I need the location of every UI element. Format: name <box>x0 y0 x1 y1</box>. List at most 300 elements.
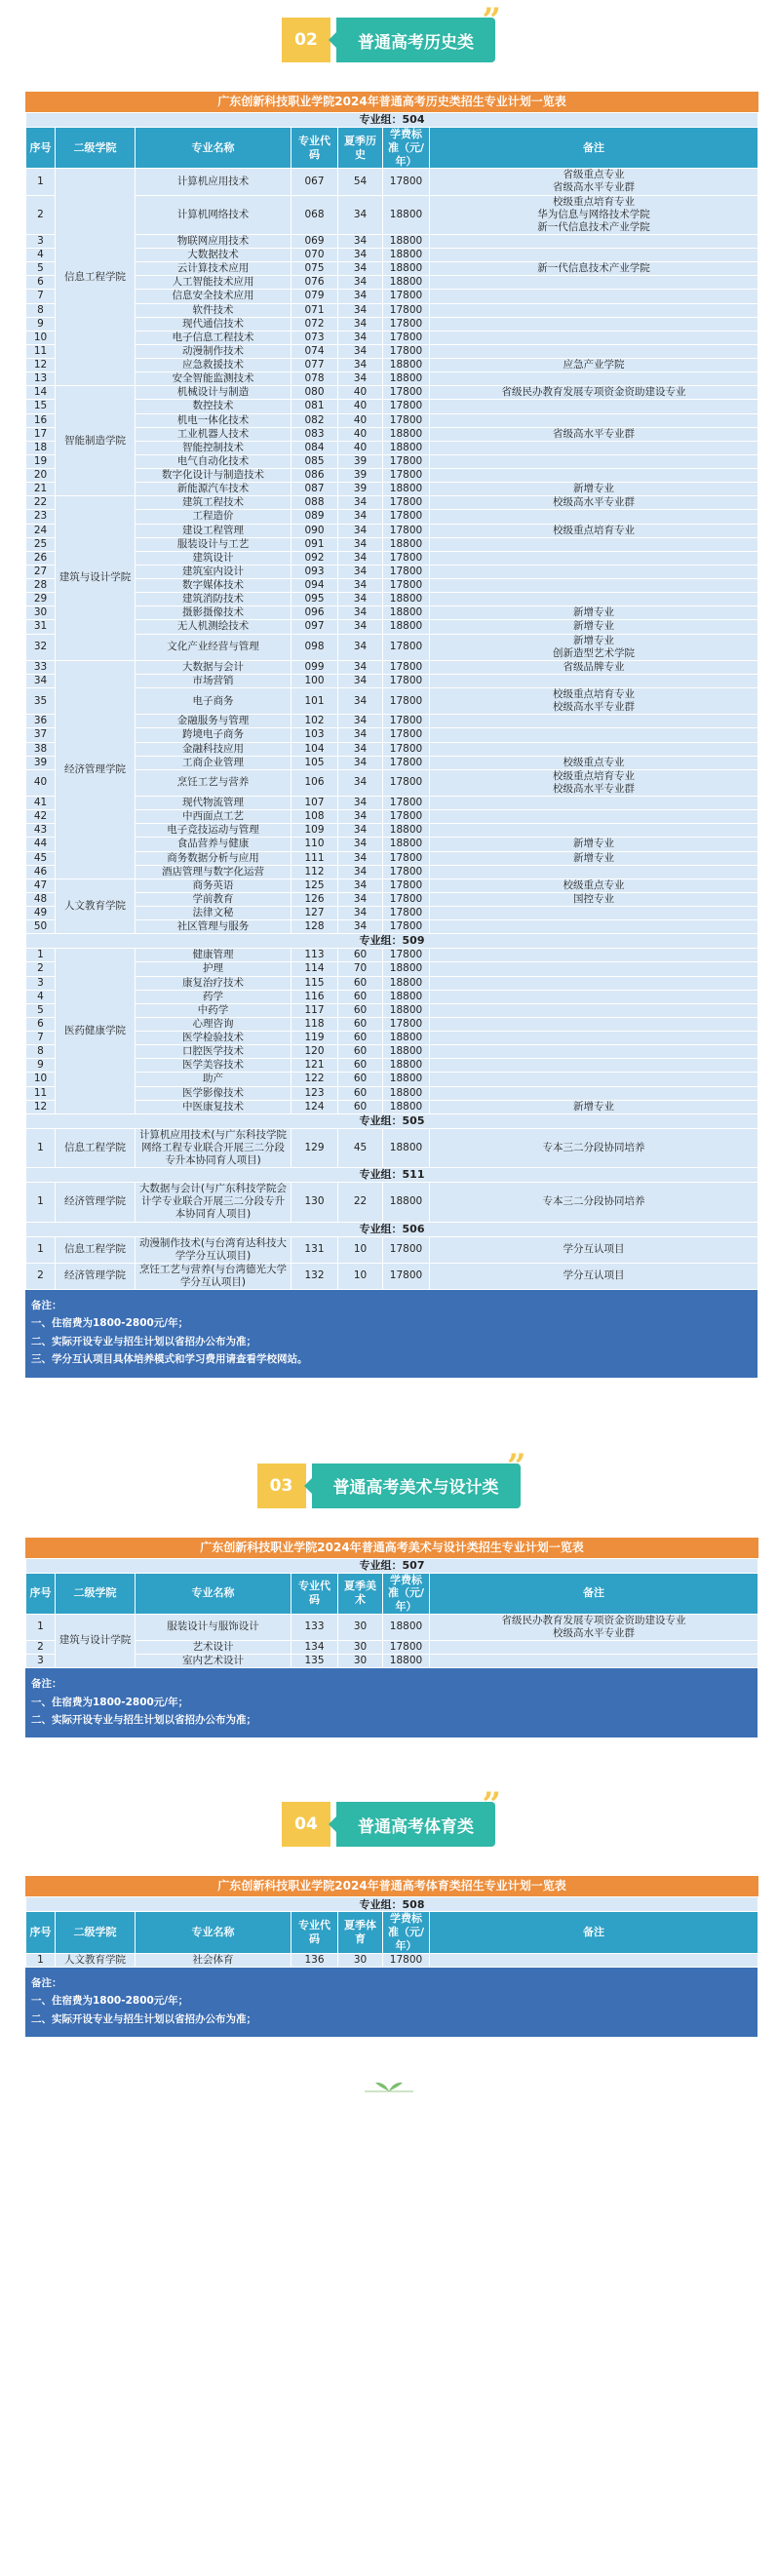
cell-fee: 18800 <box>383 962 430 976</box>
cell-note: 校级高水平专业群 <box>430 496 758 510</box>
cell-note <box>430 441 758 454</box>
cell-plan: 34 <box>338 234 383 248</box>
cell-seq: 1 <box>26 1236 56 1263</box>
cell-note <box>430 317 758 331</box>
cell-code: 076 <box>291 276 338 290</box>
cell-major: 康复治疗技术 <box>136 976 291 990</box>
cell-code: 118 <box>291 1017 338 1031</box>
cell-major: 中西面点工艺 <box>136 810 291 824</box>
cell-seq: 23 <box>26 510 56 524</box>
section-04 <box>0 1785 777 2037</box>
cell-major: 摄影摄像技术 <box>136 606 291 620</box>
cell-code: 077 <box>291 359 338 372</box>
table-title: 广东创新科技职业学院2024年普通高考历史类招生专业计划一览表 <box>25 92 758 112</box>
cell-major: 大数据与会计(与广东科技学院会计学专业联合开展三二分段专升本协同育人项目) <box>136 1183 291 1222</box>
cell-code: 116 <box>291 990 338 1003</box>
group-row <box>26 1222 758 1236</box>
note-line: 二、实际开设专业与招生计划以省招办公布为准； <box>31 2012 256 2025</box>
cell-major: 智能控制技术 <box>136 441 291 454</box>
cell-seq: 32 <box>26 634 56 660</box>
table-row <box>26 262 758 276</box>
table-row <box>26 234 758 248</box>
cell-major: 工程造价 <box>136 510 291 524</box>
cell-fee: 17800 <box>383 949 430 962</box>
cell-major: 商务英语 <box>136 878 291 892</box>
cell-seq: 48 <box>26 892 56 906</box>
cell-fee: 17800 <box>383 1236 430 1263</box>
cell-fee: 18800 <box>383 1045 430 1059</box>
cell-major: 中医康复技术 <box>136 1100 291 1113</box>
section-badge <box>257 1446 526 1508</box>
cell-college: 医药健康学院 <box>56 949 136 1114</box>
cell-fee: 17800 <box>383 524 430 537</box>
cell-note <box>430 1032 758 1045</box>
cell-plan: 30 <box>338 1655 383 1668</box>
cell-code: 114 <box>291 962 338 976</box>
cell-plan: 34 <box>338 634 383 660</box>
column-header: 二级学院 <box>56 1912 136 1953</box>
section-title: 普通高考体育类 <box>336 1802 495 1847</box>
cell-plan: 60 <box>338 1045 383 1059</box>
table-row <box>26 892 758 906</box>
cell-fee: 17800 <box>383 290 430 303</box>
cell-fee: 18800 <box>383 1183 430 1222</box>
cell-plan: 34 <box>338 674 383 687</box>
cell-plan: 34 <box>338 195 383 234</box>
cell-seq: 27 <box>26 565 56 578</box>
cell-fee: 18800 <box>383 1059 430 1073</box>
cell-major: 金融科技应用 <box>136 742 291 756</box>
cell-major: 学前教育 <box>136 892 291 906</box>
cell-seq: 5 <box>26 1003 56 1017</box>
cell-seq: 24 <box>26 524 56 537</box>
cell-seq: 10 <box>26 331 56 344</box>
cell-plan: 30 <box>338 1953 383 1967</box>
cell-code: 111 <box>291 851 338 865</box>
cell-note: 新一代信息技术产业学院 <box>430 262 758 276</box>
cell-plan: 34 <box>338 769 383 796</box>
notes-box <box>25 1290 758 1378</box>
cell-major: 人工智能技术应用 <box>136 276 291 290</box>
cell-major: 酒店管理与数字化运营 <box>136 865 291 878</box>
cell-note <box>430 303 758 317</box>
cell-note <box>430 1086 758 1100</box>
cell-fee: 17800 <box>383 920 430 934</box>
table-row <box>26 1100 758 1113</box>
table-row <box>26 372 758 386</box>
cell-seq: 50 <box>26 920 56 934</box>
table-row <box>26 524 758 537</box>
cell-fee: 17800 <box>383 892 430 906</box>
cell-fee: 17800 <box>383 469 430 483</box>
cell-fee: 17800 <box>383 303 430 317</box>
cell-plan: 60 <box>338 1017 383 1031</box>
cell-fee: 17800 <box>383 344 430 358</box>
cell-seq: 12 <box>26 359 56 372</box>
cell-code: 110 <box>291 838 338 851</box>
cell-seq: 47 <box>26 878 56 892</box>
cell-note: 新增专业 <box>430 606 758 620</box>
group-row <box>26 1558 758 1573</box>
cell-plan: 34 <box>338 742 383 756</box>
cell-major: 烹饪工艺与营养 <box>136 769 291 796</box>
cell-fee: 18800 <box>383 427 430 441</box>
cell-fee: 18800 <box>383 372 430 386</box>
column-header: 学费标准（元/年） <box>383 1573 430 1614</box>
cell-plan: 60 <box>338 976 383 990</box>
column-header: 学费标准（元/年） <box>383 128 430 169</box>
cell-major: 数控技术 <box>136 400 291 413</box>
cell-code: 067 <box>291 169 338 195</box>
cell-major: 建筑消防技术 <box>136 593 291 606</box>
cell-code: 113 <box>291 949 338 962</box>
section-header <box>0 1446 777 1508</box>
note-line: 备注： <box>31 1976 62 1989</box>
cell-college: 建筑与设计学院 <box>56 1614 136 1668</box>
cell-plan: 34 <box>338 920 383 934</box>
table-row <box>26 441 758 454</box>
cell-note <box>430 290 758 303</box>
cell-major: 新能源汽车技术 <box>136 483 291 496</box>
cell-note: 校级重点培育专业 华为信息与网络技术学院 新一代信息技术产业学院 <box>430 195 758 234</box>
table-row <box>26 579 758 593</box>
table-row <box>26 810 758 824</box>
cell-fee: 17800 <box>383 386 430 400</box>
section-header <box>0 1785 777 1847</box>
cell-code: 073 <box>291 331 338 344</box>
cell-seq: 29 <box>26 593 56 606</box>
cell-seq: 31 <box>26 620 56 634</box>
cell-fee: 18800 <box>383 620 430 634</box>
cell-seq: 25 <box>26 537 56 551</box>
cell-seq: 34 <box>26 674 56 687</box>
cell-code: 085 <box>291 454 338 468</box>
table-row <box>26 688 758 715</box>
group-row <box>26 1168 758 1183</box>
cell-plan: 34 <box>338 496 383 510</box>
cell-major: 文化产业经营与管理 <box>136 634 291 660</box>
cell-seq: 9 <box>26 317 56 331</box>
cell-code: 106 <box>291 769 338 796</box>
cell-note <box>430 469 758 483</box>
cell-college: 建筑与设计学院 <box>56 496 136 661</box>
cell-plan: 34 <box>338 524 383 537</box>
cell-code: 100 <box>291 674 338 687</box>
table-row <box>26 824 758 838</box>
cell-plan: 34 <box>338 249 383 262</box>
cell-seq: 3 <box>26 1655 56 1668</box>
cell-plan: 34 <box>338 715 383 728</box>
cell-seq: 49 <box>26 907 56 920</box>
cell-major: 建设工程管理 <box>136 524 291 537</box>
cell-note: 校级重点培育专业 校级高水平专业群 <box>430 688 758 715</box>
table-row <box>26 510 758 524</box>
cell-note <box>430 551 758 565</box>
cell-plan: 34 <box>338 551 383 565</box>
cell-fee: 17800 <box>383 728 430 742</box>
group-row <box>26 1897 758 1912</box>
cell-fee: 17800 <box>383 769 430 796</box>
cell-note <box>430 593 758 606</box>
table-row <box>26 1236 758 1263</box>
cell-seq: 41 <box>26 797 56 810</box>
cell-plan: 34 <box>338 660 383 674</box>
note-line: 一、住宿费为1800-2800元/年； <box>31 1317 189 1330</box>
cell-major: 电子竞技运动与管理 <box>136 824 291 838</box>
table-row <box>26 674 758 687</box>
plan-table <box>25 1876 758 1967</box>
cell-note <box>430 990 758 1003</box>
group-label: 专业组：511 <box>26 1168 758 1183</box>
cell-plan: 10 <box>338 1236 383 1263</box>
cell-note <box>430 810 758 824</box>
cell-fee: 17800 <box>383 454 430 468</box>
cell-note: 校级重点培育专业 校级高水平专业群 <box>430 769 758 796</box>
table-row <box>26 276 758 290</box>
table-row <box>26 756 758 769</box>
cell-note: 省级重点专业 省级高水平专业群 <box>430 169 758 195</box>
cell-major: 信息安全技术应用 <box>136 290 291 303</box>
cell-code: 135 <box>291 1655 338 1668</box>
cell-major: 计算机应用技术 <box>136 169 291 195</box>
cell-major: 医学影像技术 <box>136 1086 291 1100</box>
cell-code: 093 <box>291 565 338 578</box>
cell-seq: 11 <box>26 1086 56 1100</box>
group-label: 专业组：508 <box>26 1897 758 1912</box>
cell-note <box>430 234 758 248</box>
cell-seq: 38 <box>26 742 56 756</box>
cell-plan: 22 <box>338 1183 383 1222</box>
cell-note <box>430 907 758 920</box>
cell-code: 089 <box>291 510 338 524</box>
group-label: 专业组：504 <box>26 113 758 128</box>
cell-code: 124 <box>291 1100 338 1113</box>
cell-fee: 17800 <box>383 878 430 892</box>
table-row <box>26 1032 758 1045</box>
cell-plan: 34 <box>338 756 383 769</box>
cell-note <box>430 1073 758 1086</box>
cell-seq: 6 <box>26 1017 56 1031</box>
table-row <box>26 1073 758 1086</box>
cell-seq: 44 <box>26 838 56 851</box>
cell-seq: 4 <box>26 249 56 262</box>
cell-major: 工商企业管理 <box>136 756 291 769</box>
cell-plan: 60 <box>338 1003 383 1017</box>
cell-note <box>430 565 758 578</box>
cell-seq: 42 <box>26 810 56 824</box>
table-row <box>26 249 758 262</box>
cell-seq: 3 <box>26 976 56 990</box>
cell-note: 新增专业 创新造型艺术学院 <box>430 634 758 660</box>
cell-note <box>430 372 758 386</box>
cell-seq: 1 <box>26 1183 56 1222</box>
cell-seq: 26 <box>26 551 56 565</box>
table-row <box>26 907 758 920</box>
cell-note: 新增专业 <box>430 620 758 634</box>
cell-seq: 8 <box>26 1045 56 1059</box>
cell-plan: 30 <box>338 1614 383 1640</box>
cell-seq: 21 <box>26 483 56 496</box>
cell-plan: 34 <box>338 892 383 906</box>
cell-code: 080 <box>291 386 338 400</box>
cell-fee: 18800 <box>383 990 430 1003</box>
table-row <box>26 359 758 372</box>
cell-seq: 39 <box>26 756 56 769</box>
cell-code: 128 <box>291 920 338 934</box>
table-row <box>26 769 758 796</box>
cell-fee: 18800 <box>383 359 430 372</box>
cell-major: 现代物流管理 <box>136 797 291 810</box>
column-header: 序号 <box>26 1573 56 1614</box>
cell-major: 护理 <box>136 962 291 976</box>
cell-note <box>430 742 758 756</box>
cell-code: 107 <box>291 797 338 810</box>
table-row <box>26 660 758 674</box>
cell-plan: 34 <box>338 810 383 824</box>
cell-seq: 12 <box>26 1100 56 1113</box>
table-row <box>26 551 758 565</box>
cell-note <box>430 728 758 742</box>
quote-mark-icon: ” <box>506 1446 526 1486</box>
table-row <box>26 920 758 934</box>
cell-plan: 34 <box>338 606 383 620</box>
cell-fee: 18800 <box>383 483 430 496</box>
cell-fee: 18800 <box>383 838 430 851</box>
cell-fee: 17800 <box>383 1641 430 1655</box>
cell-seq: 20 <box>26 469 56 483</box>
cell-fee: 17800 <box>383 865 430 878</box>
cell-fee: 17800 <box>383 169 430 195</box>
cell-major: 社会体育 <box>136 1953 291 1967</box>
cell-code: 097 <box>291 620 338 634</box>
cell-note <box>430 715 758 728</box>
cell-major: 计算机网络技术 <box>136 195 291 234</box>
cell-seq: 9 <box>26 1059 56 1073</box>
cell-fee: 17800 <box>383 688 430 715</box>
cell-note <box>430 579 758 593</box>
cell-fee: 17800 <box>383 742 430 756</box>
table-row <box>26 303 758 317</box>
cell-note <box>430 949 758 962</box>
cell-fee: 18800 <box>383 1086 430 1100</box>
cell-college: 信息工程学院 <box>56 1236 136 1263</box>
cell-college: 信息工程学院 <box>56 169 136 386</box>
cell-code: 103 <box>291 728 338 742</box>
cell-code: 074 <box>291 344 338 358</box>
cell-fee: 17800 <box>383 907 430 920</box>
cell-major: 建筑工程技术 <box>136 496 291 510</box>
cell-plan: 34 <box>338 865 383 878</box>
cell-major: 无人机测绘技术 <box>136 620 291 634</box>
notes-box <box>25 1968 758 2037</box>
cell-fee: 18800 <box>383 1614 430 1640</box>
cell-plan: 34 <box>338 579 383 593</box>
cell-fee: 18800 <box>383 1032 430 1045</box>
cell-fee: 17800 <box>383 797 430 810</box>
cell-major: 心理咨询 <box>136 1017 291 1031</box>
cell-note <box>430 413 758 427</box>
cell-note <box>430 454 758 468</box>
table-row <box>26 838 758 851</box>
group-row <box>26 113 758 128</box>
table-row <box>26 469 758 483</box>
table-row <box>26 1641 758 1655</box>
cell-fee: 17800 <box>383 674 430 687</box>
table-row <box>26 1655 758 1668</box>
cell-major: 机械设计与制造 <box>136 386 291 400</box>
table-row <box>26 454 758 468</box>
cell-seq: 1 <box>26 169 56 195</box>
column-header: 备注 <box>430 1912 758 1953</box>
group-row <box>26 1113 758 1128</box>
table-title: 广东创新科技职业学院2024年普通高考体育类招生专业计划一览表 <box>25 1876 758 1896</box>
cell-note: 省级民办教育发展专项资金资助建设专业 <box>430 386 758 400</box>
cell-code: 134 <box>291 1641 338 1655</box>
cell-plan: 40 <box>338 441 383 454</box>
cell-note <box>430 674 758 687</box>
cell-major: 动漫制作技术(与台湾育达科技大学学分互认项目) <box>136 1236 291 1263</box>
cell-seq: 1 <box>26 1128 56 1167</box>
plan-table <box>25 92 758 1290</box>
cell-major: 法律文秘 <box>136 907 291 920</box>
cell-code: 112 <box>291 865 338 878</box>
cell-seq: 16 <box>26 413 56 427</box>
cell-fee: 18800 <box>383 824 430 838</box>
table-row <box>26 1183 758 1222</box>
cell-plan: 34 <box>338 907 383 920</box>
cell-college: 信息工程学院 <box>56 1128 136 1167</box>
cell-fee: 18800 <box>383 606 430 620</box>
cell-seq: 4 <box>26 990 56 1003</box>
section-number: 03 <box>257 1464 306 1508</box>
column-header: 二级学院 <box>56 128 136 169</box>
cell-major: 医学检验技术 <box>136 1032 291 1045</box>
cell-fee: 18800 <box>383 593 430 606</box>
cell-note <box>430 1045 758 1059</box>
cell-plan: 60 <box>338 949 383 962</box>
cell-seq: 7 <box>26 1032 56 1045</box>
cell-fee: 17800 <box>383 634 430 660</box>
cell-major: 数字媒体技术 <box>136 579 291 593</box>
table-row <box>26 1003 758 1017</box>
cell-seq: 7 <box>26 290 56 303</box>
cell-code: 081 <box>291 400 338 413</box>
column-header: 专业名称 <box>136 128 291 169</box>
cell-fee: 18800 <box>383 1003 430 1017</box>
cell-note: 学分互认项目 <box>430 1236 758 1263</box>
group-label: 专业组：507 <box>26 1558 758 1573</box>
cell-major: 电子信息工程技术 <box>136 331 291 344</box>
cell-seq: 2 <box>26 1263 56 1289</box>
cell-major: 金融服务与管理 <box>136 715 291 728</box>
cell-code: 130 <box>291 1183 338 1222</box>
cell-fee: 18800 <box>383 234 430 248</box>
cell-fee: 17800 <box>383 496 430 510</box>
cell-seq: 45 <box>26 851 56 865</box>
cell-code: 090 <box>291 524 338 537</box>
section-03 <box>0 1446 777 1785</box>
cell-seq: 5 <box>26 262 56 276</box>
cell-seq: 46 <box>26 865 56 878</box>
table-row <box>26 962 758 976</box>
cell-code: 125 <box>291 878 338 892</box>
cell-major: 服装设计与工艺 <box>136 537 291 551</box>
cell-code: 082 <box>291 413 338 427</box>
column-header: 夏季历史 <box>338 128 383 169</box>
cell-note <box>430 510 758 524</box>
cell-major: 中药学 <box>136 1003 291 1017</box>
cell-fee: 18800 <box>383 1128 430 1167</box>
